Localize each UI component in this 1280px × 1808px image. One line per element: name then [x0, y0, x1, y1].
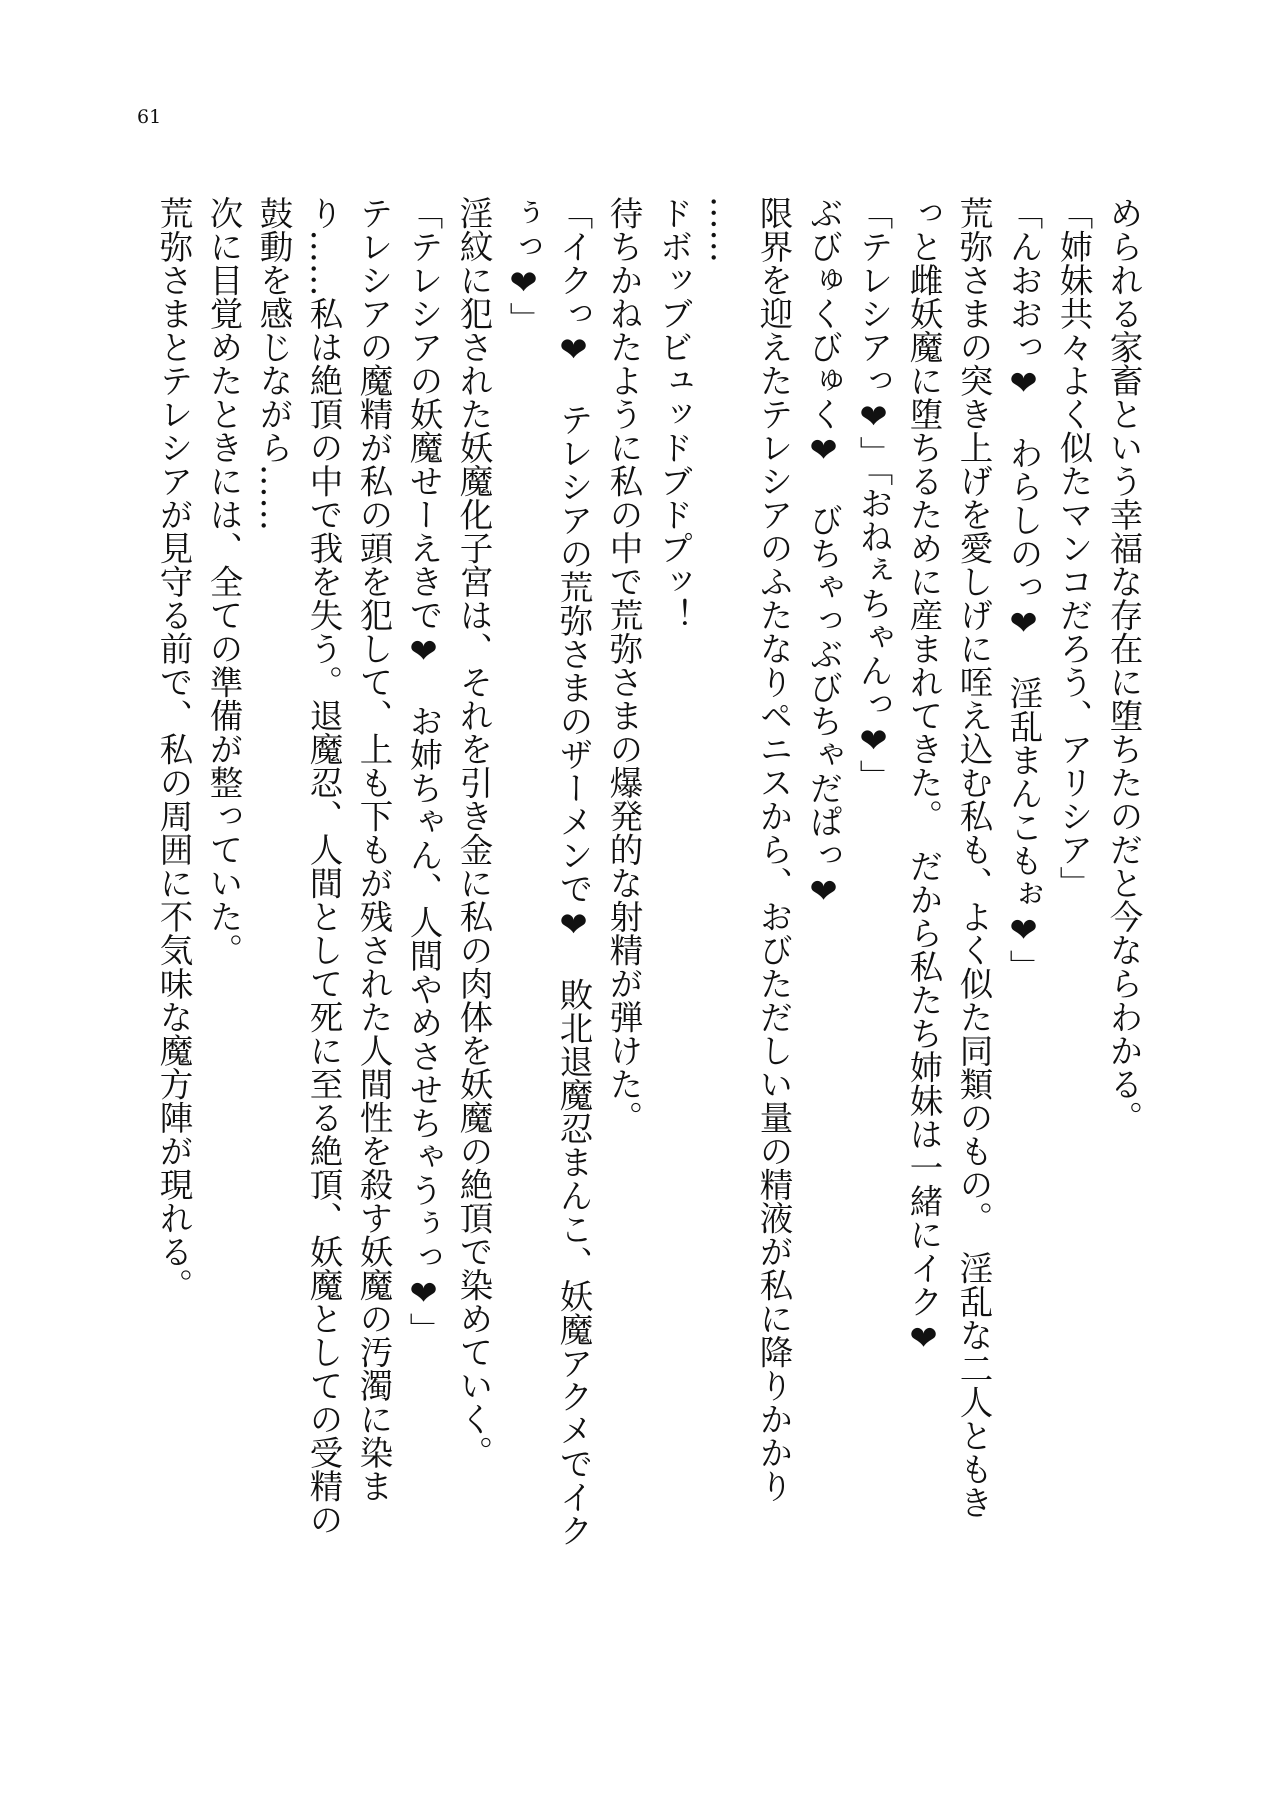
- text-line: 「んおおっ❤ わらしのっ❤ 淫乱まんこもぉ❤」: [1004, 196, 1043, 983]
- text-line: テレシアの魔精が私の頭を犯して、上も下もが残された人間性を殺す妖魔の汚濁に染ま: [354, 196, 393, 1503]
- text-line: 限界を迎えたテレシアのふたなりペニスから、おびただしい量の精液が私に降りかかり: [754, 196, 793, 1503]
- text-line: められる家畜という幸福な存在に堕ちたのだと今ならわかる。: [1104, 196, 1143, 1134]
- text-line: 待ちかねたように私の中で荒弥さまの爆発的な射精が弾けた。: [604, 196, 643, 1134]
- text-line: 「テレシアっ❤」「おねぇちゃんっ❤」: [854, 196, 893, 794]
- text-line: ドボッブビュッドブドプッ！: [654, 196, 693, 632]
- text-line: 次に目覚めたときには、全ての準備が整っていた。: [204, 196, 243, 967]
- text-line: 「イクっ❤ テレシアの荒弥さまのザーメンで❤ 敗北退魔忍まんこ、妖魔アクメでイク: [554, 196, 593, 1547]
- vertical-body-text: [148, 196, 1148, 1636]
- text-line: ぶびゅくびゅく❤ びちゃっぶびちゃだぱっ❤: [804, 196, 843, 911]
- page-number: 61: [137, 106, 162, 128]
- text-line: ぅっ❤」: [504, 196, 543, 336]
- text-line: 荒弥さまとテレシアが見守る前で、私の周囲に不気味な魔方陣が現れる。: [154, 196, 193, 1302]
- text-line: 淫紋に犯された妖魔化子宮は、それを引き金に私の肉体を妖魔の絶頂で染めていく。: [454, 196, 493, 1469]
- text-line: 荒弥さまの突き上げを愛しげに咥え込む私も、よく似た同類のもの。 淫乱な二人ともき: [954, 196, 993, 1520]
- text-line: り……私は絶頂の中で我を失う。退魔忍、人間として死に至る絶頂、妖魔としての受精の: [304, 196, 343, 1536]
- text-line: 「テレシアの妖魔せーえきで❤ お姉ちゃん、人間やめさせちゃうぅっ❤」: [404, 196, 443, 1346]
- text-line: ……: [704, 196, 743, 263]
- text-line: 鼓動を感じながら……: [254, 196, 293, 531]
- text-line: 「姉妹共々よく似たマンコだろう、アリシア」: [1054, 196, 1093, 900]
- text-line: っと雌妖魔に堕ちるために産まれてきた。 だから私たち姉妹は一緒にイク❤: [904, 196, 943, 1358]
